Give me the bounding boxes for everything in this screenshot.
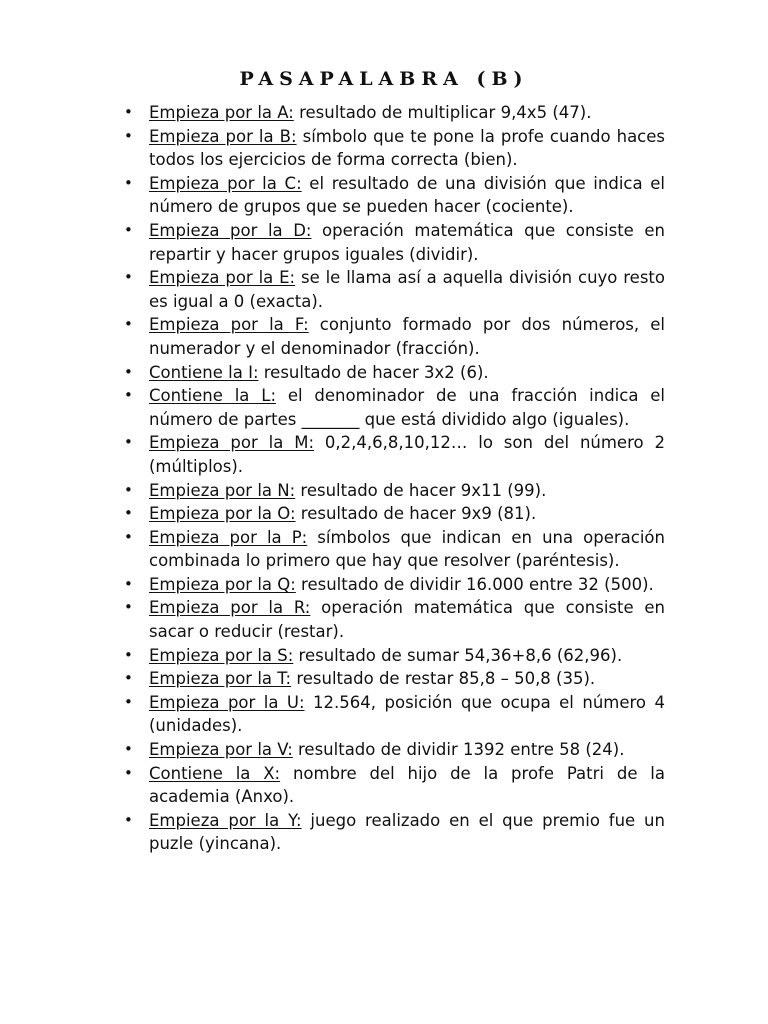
clue-heading: Empieza por la R: xyxy=(149,598,311,618)
clue-heading: Contiene la I: xyxy=(149,362,259,382)
clue-item-f xyxy=(149,313,665,360)
clue-heading: Contiene la L: xyxy=(149,386,277,406)
clue-heading: Contiene la X: xyxy=(149,763,281,783)
clue-text: resultado de dividir 16.000 entre 32 (500). xyxy=(295,574,654,594)
clue-item-a xyxy=(149,101,665,125)
clue-heading: Empieza por la F: xyxy=(149,315,309,335)
clue-list xyxy=(149,101,665,856)
clue-item-l xyxy=(149,384,665,431)
page-title: PASAPALABRA (B) xyxy=(239,68,529,90)
clue-item-d xyxy=(149,219,665,266)
clue-heading: Empieza por la Q: xyxy=(149,574,296,594)
clue-text: símbolos que indican en una operación combinada lo primero que hay que resolver (paréntesis). xyxy=(149,527,665,571)
clue-item-b xyxy=(149,125,665,172)
clue-heading: Empieza por la M: xyxy=(149,433,314,453)
clue-item-s xyxy=(149,644,665,668)
clue-text: el denominador de una fracción indica el número de partes _______ que está dividido algo (iguales). xyxy=(149,386,666,429)
clue-text: conjunto formado por dos números, el numerador y el denominador (fracción). xyxy=(149,315,665,358)
clue-text: símbolo que te pone la profe cuando haces todos los ejercicios de forma correcta (bien). xyxy=(149,126,665,170)
clue-item-m xyxy=(149,431,665,478)
clue-item-q xyxy=(149,573,665,597)
clue-heading: Empieza por la B: xyxy=(149,126,297,146)
clue-text: juego realizado en el que premio fue un puzle (yincana). xyxy=(149,810,665,854)
clue-text: resultado de multiplicar 9,4x5 (47). xyxy=(293,103,592,122)
clue-heading: Empieza por la V: xyxy=(149,740,293,760)
clue-text: operación matemática que consiste en repartir y hacer grupos iguales (dividir). xyxy=(149,220,665,264)
clue-heading: Empieza por la Y: xyxy=(149,810,302,830)
clue-item-u xyxy=(149,691,665,738)
clue-item-n xyxy=(149,479,665,503)
clue-text: resultado de hacer 3x2 (6). xyxy=(258,362,489,382)
clue-text: se le llama así a aquella división cuyo resto es igual a 0 (exacta). xyxy=(149,268,665,311)
clue-heading: Empieza por la O: xyxy=(149,504,296,524)
clue-item-e xyxy=(149,266,665,313)
clue-text: el resultado de una división que indica el número de grupos que se pueden hacer (cociente). xyxy=(149,173,665,217)
clue-text: resultado de hacer 9x9 (81). xyxy=(295,504,537,524)
clue-item-x xyxy=(149,762,665,809)
clue-item-p xyxy=(149,526,665,573)
clue-text: operación matemática que consiste en sacar o reducir (restar). xyxy=(149,598,665,642)
clue-heading: Empieza por la A: xyxy=(149,103,294,122)
clue-heading: Empieza por la U: xyxy=(149,692,305,712)
clue-heading: Empieza por la T: xyxy=(149,669,292,689)
clue-item-i xyxy=(149,361,665,385)
clue-heading: Empieza por la E: xyxy=(149,268,296,288)
clue-heading: Empieza por la D: xyxy=(149,220,312,240)
clue-item-r xyxy=(149,596,665,643)
clue-text: 0,2,4,6,8,10,12… lo son del número 2 (múltiplos). xyxy=(149,433,665,476)
clue-heading: Empieza por la S: xyxy=(149,645,294,665)
clue-text: resultado de sumar 54,36+8,6 (62,96). xyxy=(293,645,623,665)
clue-item-t xyxy=(149,667,665,691)
clue-heading: Empieza por la C: xyxy=(149,173,302,193)
clue-text: resultado de restar 85,8 – 50,8 (35). xyxy=(291,669,596,689)
clue-text: nombre del hijo de la profe Patri de la academia (Anxo). xyxy=(149,763,665,807)
clue-item-v xyxy=(149,738,665,762)
clue-text: 12.564, posición que ocupa el número 4 (unidades). xyxy=(149,692,665,736)
clue-item-y xyxy=(149,809,665,856)
clue-text: resultado de hacer 9x11 (99). xyxy=(295,480,547,500)
clue-text: resultado de dividir 1392 entre 58 (24). xyxy=(292,740,625,760)
clue-item-c xyxy=(149,172,665,219)
clue-heading: Empieza por la N: xyxy=(149,480,296,500)
clue-heading: Empieza por la P: xyxy=(149,527,308,547)
clue-item-o xyxy=(149,502,665,526)
